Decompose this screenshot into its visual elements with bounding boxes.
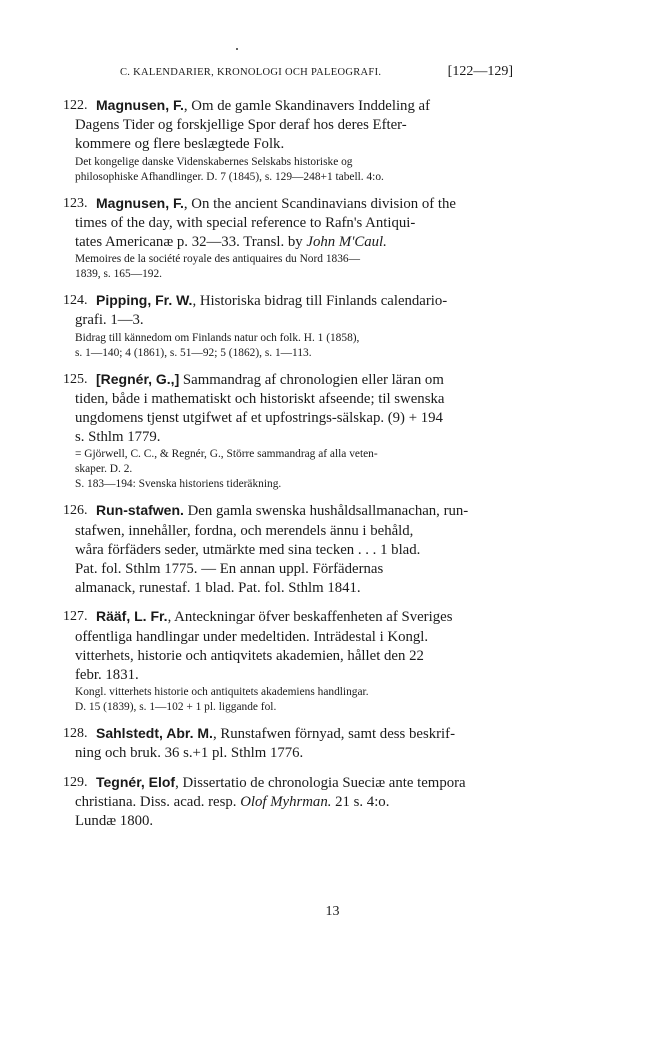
- citation-line: [63, 541, 519, 560]
- citation-text: almanack, runestaf. 1 blad. Pat. fol. Sthlm 1841.: [75, 580, 361, 597]
- citation-line: [63, 666, 519, 685]
- entry-note: Memoires de la société royale des antiquaires du Nord 1836—: [75, 253, 360, 266]
- entry-note: = Gjörwell, C. C., & Regnér, G., Större sammandrag af alla veten-: [75, 448, 378, 461]
- citation-line: [63, 522, 519, 541]
- running-header: [120, 64, 513, 80]
- citation-text: febr. 1831.: [75, 667, 139, 684]
- citation-line: [63, 607, 519, 627]
- citation-text: Den gamla swenska hushåldsallmanachan, run-: [183, 503, 469, 520]
- entry-number: 122.: [63, 98, 88, 113]
- citation-line: [63, 194, 519, 214]
- bibliography-entry: [63, 291, 519, 360]
- entry-note: Bidrag till kännedom om Finlands natur och folk. H. 1 (1858),: [75, 331, 360, 344]
- entry-citation: [63, 370, 519, 448]
- entry-citation: [63, 773, 519, 832]
- citation-text: , On the ancient Scandinavians division of the: [183, 195, 456, 212]
- citation-line: [63, 409, 519, 428]
- page-number: 13: [325, 904, 340, 919]
- citation-line: [63, 560, 519, 579]
- citation-line: [63, 579, 519, 598]
- citation-line: [63, 628, 519, 647]
- citation-line: [63, 793, 519, 812]
- entry-author: Run-stafwen.: [96, 502, 184, 519]
- citation-line: [63, 428, 519, 447]
- citation-line: [63, 233, 519, 252]
- citation-line: [63, 773, 519, 793]
- citation-text: ungdomens tjenst utgifwet af et upfostrings-sälskap. (9) + 194: [75, 410, 443, 427]
- entry-note: D. 15 (1839), s. 1—102 + 1 pl. liggande fol.: [75, 701, 277, 714]
- citation-text: 21 s. 4:o.: [331, 793, 390, 810]
- entry-number: 127.: [63, 609, 88, 625]
- entry-note: s. 1—140; 4 (1861), s. 51—92; 5 (1862), s. 1—113.: [75, 346, 312, 359]
- citation-line: [63, 214, 519, 233]
- citation-text: stafwen, innehåller, fordna, och merendels ännu i behåld,: [75, 522, 414, 539]
- citation-text: kommere og flere beslægtede Folk.: [75, 136, 285, 153]
- citation-text: christiana. Diss. acad. resp.: [75, 793, 241, 810]
- entry-citation: [63, 194, 519, 253]
- entry-author: Rääf, L. Fr.: [96, 608, 168, 625]
- citation-text: , Dissertatio de chronologia Sueciæ ante tempora: [175, 774, 466, 791]
- bibliography-entry: [63, 194, 519, 283]
- citation-text: Lundæ 1800.: [75, 813, 154, 830]
- citation-line: [63, 390, 519, 409]
- citation-line: [63, 724, 519, 744]
- citation-text: tiden, både i mathematiskt och historiskt afseende; til swenska: [75, 390, 445, 407]
- bibliography-entry: [63, 607, 519, 715]
- citation-line: [63, 116, 519, 135]
- citation-text: tates Americanæ p. 32—33. Transl. by: [75, 234, 307, 251]
- citation-text: s. Sthlm 1779.: [75, 429, 161, 446]
- citation-line: [63, 647, 519, 666]
- citation-text: grafi. 1—3.: [75, 312, 144, 329]
- citation-text: ning och bruk. 36 s.+1 pl. Sthlm 1776.: [75, 745, 304, 762]
- citation-line: [63, 812, 519, 831]
- citation-line: [63, 96, 519, 116]
- entry-author: Magnusen, F.: [96, 194, 184, 211]
- citation-text: wåra förfäders seder, utmärkte med sina tecken . . . 1 blad.: [75, 541, 421, 558]
- entry-citation: [63, 291, 519, 330]
- citation-text: Sammandrag af chronologien eller läran om: [179, 371, 444, 388]
- citation-italic: John M'Caul.: [306, 234, 387, 251]
- entry-citation: [63, 501, 519, 598]
- bibliography-entry: [63, 96, 519, 185]
- entry-note: 1839, s. 165—192.: [75, 268, 163, 281]
- entry-citation: [63, 607, 519, 685]
- entry-number: 125.: [63, 371, 88, 387]
- citation-text: times of the day, with special reference to Rafn's Antiqui-: [75, 214, 416, 231]
- citation-line: [63, 291, 519, 311]
- citation-line: [63, 135, 519, 154]
- citation-text: vitterhets, historie och antiqvitets akademien, hållet den 22: [75, 647, 424, 664]
- header-title: C. KALENDARIER, KRONOLOGI OCH PALEOGRAFI.: [120, 67, 382, 78]
- entry-note: Kongl. vitterhets historie och antiquitets akademiens handlingar.: [75, 686, 369, 699]
- entry-author: Pipping, Fr. W.: [96, 292, 193, 309]
- header-entry-range: [122—129]: [447, 64, 513, 79]
- bibliography-entry: [63, 370, 519, 493]
- citation-line: [63, 744, 519, 763]
- citation-text: , Runstafwen förnyad, samt dess beskrif-: [212, 726, 455, 743]
- citation-text: , Historiska bidrag till Finlands calendario-: [192, 293, 448, 310]
- entry-note: Det kongelige danske Videnskabernes Selskabs historiske og: [75, 155, 353, 168]
- entry-number: 123.: [63, 195, 88, 211]
- entry-author: Magnusen, F.: [96, 97, 184, 113]
- entry-author: [Regnér, G.,]: [96, 370, 180, 387]
- entry-citation: [63, 724, 519, 763]
- bibliography-entries: [63, 96, 519, 840]
- citation-text: offentliga handlingar under medeltiden. Inträdestal i Kongl.: [75, 628, 429, 645]
- entry-note: philosophiske Afhandlinger. D. 7 (1845), s. 129—248+1 tabell. 4:o.: [75, 170, 384, 183]
- entry-number: 128.: [63, 726, 88, 742]
- speck-mark: [236, 48, 238, 50]
- entry-note: skaper. D. 2.: [75, 463, 133, 476]
- entry-number: 129.: [63, 774, 88, 790]
- entry-note: S. 183—194: Svenska historiens tideräkning.: [75, 478, 282, 491]
- entry-author: Tegnér, Elof: [96, 773, 176, 790]
- citation-line: [63, 311, 519, 330]
- bibliography-entry: [63, 724, 519, 763]
- entry-citation: [63, 96, 519, 155]
- citation-line: [63, 370, 519, 390]
- entry-number: 124.: [63, 293, 88, 309]
- citation-italic: Olof Myhrman.: [240, 793, 332, 810]
- citation-line: [63, 501, 519, 521]
- entry-author: Sahlstedt, Abr. M.: [96, 725, 213, 742]
- citation-text: Dagens Tider og forskjellige Spor deraf hos deres Efter-: [75, 117, 407, 134]
- bibliography-entry: [63, 773, 519, 832]
- citation-text: , Om de gamle Skandinavers Inddeling af: [183, 98, 431, 114]
- bibliography-entry: [63, 501, 519, 598]
- citation-text: , Anteckningar öfver beskaffenheten af Sveriges: [167, 609, 453, 626]
- entry-number: 126.: [63, 503, 88, 519]
- citation-text: Pat. fol. Sthlm 1775. — En annan uppl. Förfädernas: [75, 561, 384, 578]
